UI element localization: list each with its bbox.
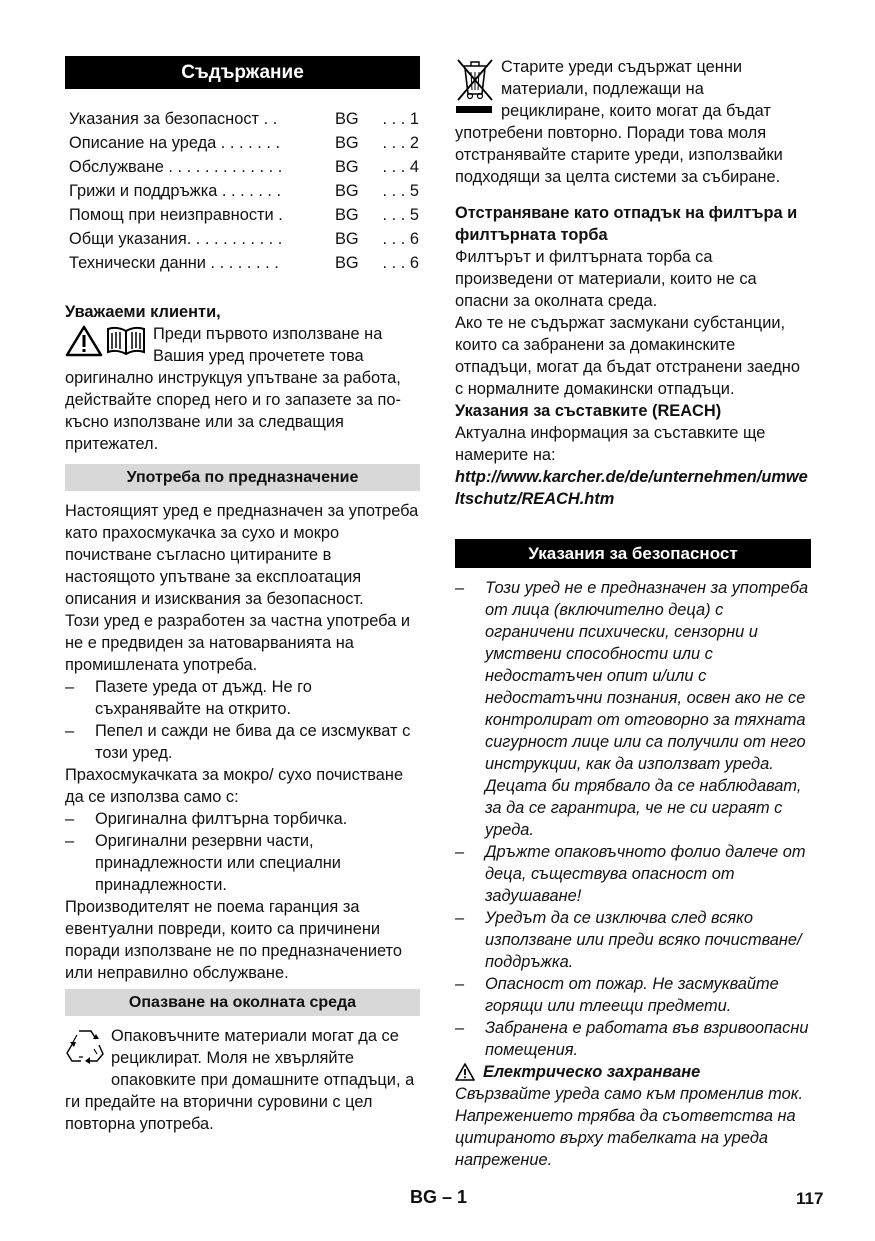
toc-row-title: Общи указания. . . . . . . . . . . (69, 230, 283, 248)
toc-row-title: Технически данни . . . . . . . . (69, 254, 279, 272)
toc-row[interactable] (65, 155, 420, 179)
toc-row-page: . . . 2 (382, 134, 419, 152)
reach-link[interactable]: http://www.karcher.de/de/unternehmen/umweltschutz/REACH.htm (455, 468, 808, 508)
crossed-bin-icon (455, 56, 495, 119)
usage-paragraph-3: Прахосмукачката за мокро/ сухо почистване да се използва само с: (65, 766, 404, 806)
toc-row-lang: BG (335, 206, 359, 224)
recycle-text: Опаковъчните материали могат да се рециклират. Моля не хвърляйте опаковките при домашните отпадъци, а ги предайте на вторични суровини с цел повторна употреба. (65, 1027, 415, 1133)
right-column (455, 56, 811, 1171)
list-item: – Опасност от пожар. Не засмуквайте горящи или тлеещи предмети. (455, 973, 811, 1017)
greeting: Уважаеми клиенти, (65, 303, 221, 321)
electrical-heading: Електрическо захранване (483, 1063, 701, 1081)
toc-row-page: . . . 6 (382, 230, 419, 248)
list-item-text: Пепел и сажди не бива да се изсмукват с този уред. (95, 722, 411, 762)
toc-row[interactable] (65, 227, 420, 251)
toc-row-lang: BG (335, 254, 359, 272)
list-item: – Забранена е работата във взривоопасни помещения. (455, 1017, 811, 1061)
toc-row-lang: BG (335, 134, 359, 152)
toc-row-page: . . . 5 (382, 182, 419, 200)
list-item: – Дръжте опаковъчното фолио далече от деца, съществува опасност от задушаване! (455, 841, 811, 907)
list-item-text: Пазете уреда от дъжд. Не го съхранявайте на открито. (95, 678, 312, 718)
list-item-text: Оригинална филтърна торбичка. (95, 810, 348, 828)
toc-row-title: Указания за безопасност . . (69, 110, 278, 128)
reach-heading: Указания за съставките (REACH) (455, 402, 722, 420)
toc-row-page: . . . 5 (382, 206, 419, 224)
toc-row-lang: BG (335, 110, 359, 128)
toc-row[interactable] (65, 107, 420, 131)
weee-text: Старите уреди съдържат ценни материали, подлежащи на рециклиране, които могат да бъдат употребени повторно. Поради това моля отстранявайте старите уреди, използвайки подходящи за целта системи за събиране. (455, 58, 783, 186)
toc-row-lang: BG (335, 182, 359, 200)
list-item-text: Оригинални резервни части, принадлежности или специални принадлежности. (95, 832, 341, 894)
list-item: – Този уред не е предназначен за употреба от лица (включително деца) с ограничени психически, сензорни и умствени способности или с недостатъчен опит и/или с недостатъчни познания, освен ако не се контролират от отговорно за тяхната сигурност лице или са получили от него инструкции, как да използват уреда. Децата би трябвало да се наблюдават, за да се гарантира, че не си играят с уреда. (455, 577, 811, 841)
list-item-text: Дръжте опаковъчното фолио далече от деца, съществува опасност от задушаване! (485, 843, 806, 905)
toc-row-title: Описание на уреда . . . . . . . (69, 134, 281, 152)
filter-disposal-heading: Отстраняване като отпадък на филтъра и филтърната торба (455, 204, 798, 244)
toc-row-title: Грижи и поддръжка . . . . . . . (69, 182, 282, 200)
left-column (65, 56, 420, 1135)
usage-paragraph-2: Този уред е разработен за частна употреба и не е предвиден за натоварванията на промишлената употреба. (65, 612, 411, 674)
environment-heading: Опазване на околната среда (65, 989, 420, 1016)
filter-disposal-paragraph-1: Филтърът и филтърната торба са произведени от материали, които не са опасни за околната среда. (455, 248, 757, 310)
recycle-icon (65, 1027, 105, 1070)
toc-title: Съдържание (65, 56, 420, 89)
safety-heading: Указания за безопасност (455, 539, 811, 568)
warning-icon (455, 1063, 475, 1081)
list-item: – Пазете уреда от дъжд. Не го съхранявайте на открито. (65, 676, 420, 720)
warning-icon (65, 325, 103, 362)
electrical-heading-row (455, 1061, 811, 1083)
toc-row-lang: BG (335, 158, 359, 176)
usage-paragraph-1: Настоящият уред е предназначен за употреба като прахосмукачка за сухо и мокро почистване съгласно цитираните в настоящото упътване за експлоатация описания и изисквания за безопасност. (65, 502, 419, 608)
toc-row-lang: BG (335, 230, 359, 248)
usage-paragraph-4: Производителят не поема гаранция за евентуални повреди, които са причинени поради използване не по предназначението или неправилно обслужване. (65, 898, 402, 982)
book-icon (105, 325, 147, 362)
list-item-text: Забранена е работата във взривоопасни помещения. (485, 1019, 809, 1059)
toc-row-page: . . . 4 (382, 158, 419, 176)
toc-row-page: . . . 1 (382, 110, 419, 128)
list-item-text: Опасност от пожар. Не засмуквайте горящи или тлеещи предмети. (485, 975, 779, 1015)
toc-row[interactable] (65, 179, 420, 203)
list-item: – Пепел и сажди не бива да се изсмукват с този уред. (65, 720, 420, 764)
toc-row[interactable] (65, 251, 420, 275)
usage-heading: Употреба по предназначение (65, 464, 420, 491)
toc-row[interactable] (65, 131, 420, 155)
toc-row-page: . . . 6 (382, 254, 419, 272)
intro-text: Преди първото използване на Вашия уред прочетете това оригинално инструкцуя упътване за работа, действайте според него и го запазете за по-късно използване или за следващия притежател. (65, 325, 401, 453)
list-item: – Уредът да се изключва след всяко използване или преди всяко почистване/ поддръжка. (455, 907, 811, 973)
electrical-text: Свързвайте уреда само към променлив ток. Напрежението трябва да съответства на цитираното върху табелката на уреда напрежение. (455, 1085, 804, 1169)
list-item-text: Уредът да се изключва след всяко използване или преди всяко почистване/ поддръжка. (485, 909, 802, 971)
reach-text: Актуална информация за съставките ще намерите на: (455, 424, 766, 464)
toc-row-title: Обслужване . . . . . . . . . . . . . (69, 158, 283, 176)
list-item: – Оригинална филтърна торбичка. (65, 808, 420, 830)
toc-row-title: Помощ при неизправности . (69, 206, 283, 224)
list-item: – Оригинални резервни части, принадлежности или специални принадлежности. (65, 830, 420, 896)
toc-row[interactable] (65, 203, 420, 227)
filter-disposal-paragraph-2: Ако те не съдържат засмукани субстанции, които са забранени за домакинските отпадъци, могат да бъдат отстранени заедно с нормалните домакински отпадъци. (455, 314, 800, 398)
footer-section-label: BG – 1 (410, 1187, 468, 1207)
page-number: 117 (796, 1189, 824, 1208)
list-item-text: Този уред не е предназначен за употреба от лица (включително деца) с ограничени психически, сензорни и умствени способности или с недостатъчен опит и/или с недостатъчни познания, освен ако не се контролират от отговорно за тяхната сигурност лице или са получили от него инструкции, как да използват уреда. Децата би трябвало да се наблюдават, за да се гарантира, че не си играят с уреда. (485, 579, 809, 839)
table-of-contents (65, 107, 420, 275)
